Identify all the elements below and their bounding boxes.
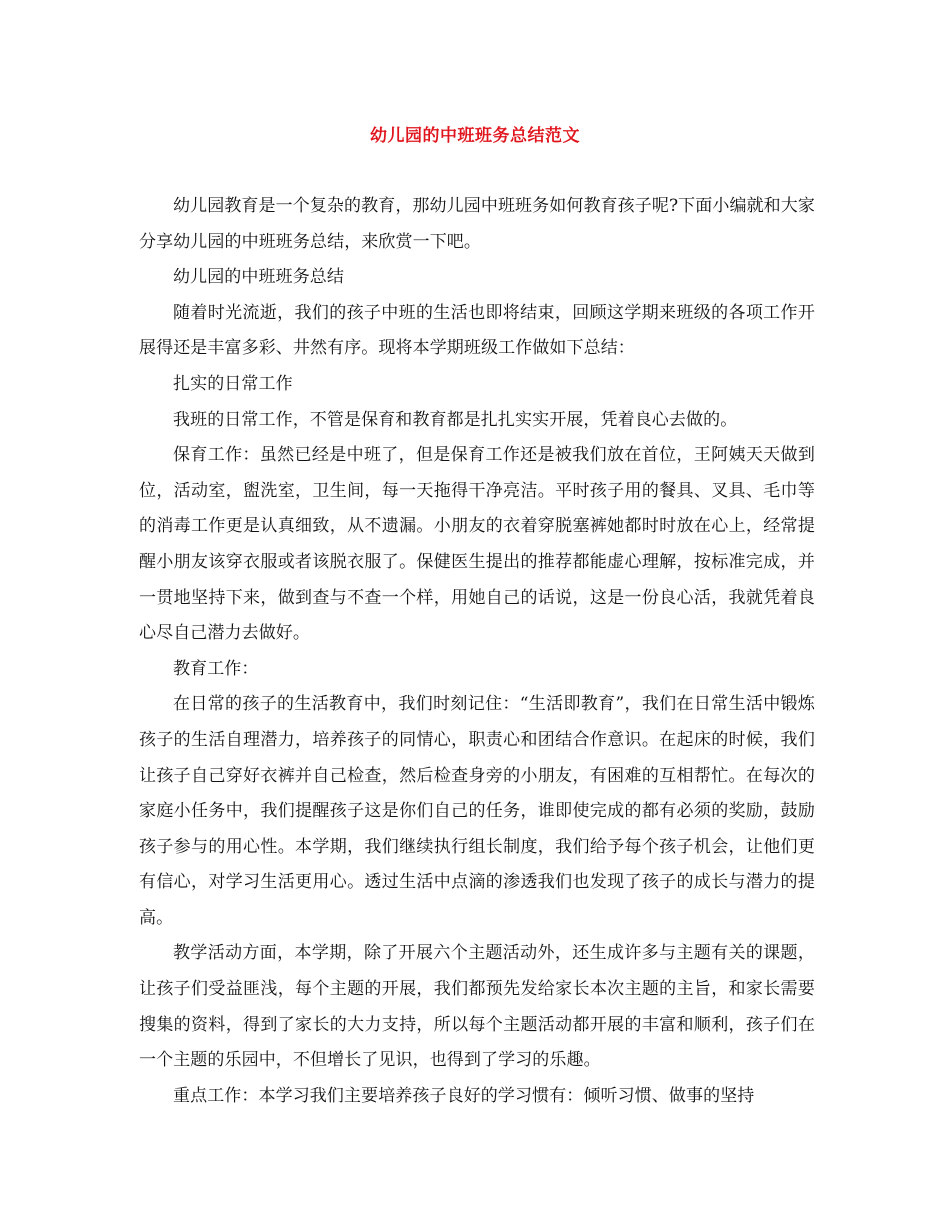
paragraph-heading-daily-work: 扎实的日常工作 [173, 373, 293, 394]
paragraph-teaching-activities: 教学活动方面，本学期，除了开展六个主题活动外，还生成许多与主题有关的课题，让孩子们受益匪浅，每个主题的开展，我们都预先发给家长本次主题的主旨，和家长需要搜集的资料，得到了家长的大力支持，所以每个主题活动都开展的丰富和顺利，孩子们在一个主题的乐园中，不但增长了见识，也得到了学习的乐趣。 [139, 943, 815, 1071]
document-body [139, 189, 815, 1114]
paragraph-overview: 随着时光流逝，我们的孩子中班的生活也即将结束，回顾这学期来班级的各项工作开展得还是丰富多彩、井然有序。现将本学期班级工作做如下总结： [139, 302, 815, 359]
paragraph-intro: 幼儿园教育是一个复杂的教育，那幼儿园中班班务如何教育孩子呢?下面小编就和大家分享幼儿园的中班班务总结，来欣赏一下吧。 [139, 196, 815, 252]
paragraph-daily-work: 我班的日常工作，不管是保育和教育都是扎扎实实开展，凭着良心去做的。 [173, 409, 738, 430]
paragraph-key-work: 重点工作：本学习我们主要培养孩子良好的学习惯有：倾听习惯、做事的坚持 [173, 1085, 755, 1106]
paragraph-heading-education: 教育工作： [173, 658, 259, 679]
document-title: 幼儿园的中班班务总结范文 [370, 126, 580, 146]
paragraph-life-education: 在日常的孩子的生活教育中，我们时刻记住：“生活即教育”，我们在日常生活中锻炼孩子的生活自理潜力，培养孩子的同情心，职责心和团结合作意识。在起床的时候，我们让孩子自己穿好衣裤并自己检查，然后检查身旁的小朋友，有困难的互相帮忙。在每次的家庭小任务中，我们提醒孩子这是你们自己的任务，谁即使完成的都有必须的奖励，鼓励孩子参与的用心性。本学期，我们继续执行组长制度，我们给予每个孩子机会，让他们更有信心，对学习生活更用心。透过生活中点滴的渗透我们也发现了孩子的成长与潜力的提高。 [139, 694, 815, 928]
paragraph-care-work: 保育工作：虽然已经是中班了，但是保育工作还是被我们放在首位，王阿姨天天做到位，活动室，盥洗室，卫生间，每一天拖得干净亮洁。平时孩子用的餐具、叉具、毛巾等的消毒工作更是认真细致，从不遗漏。小朋友的衣着穿脱塞裤她都时时放在心上，经常提醒小朋友该穿衣服或者该脱衣服了。保健医生提出的推荐都能虚心理解，按标准完成，并一贯地坚持下来，做到查与不查一个样，用她自己的话说，这是一份良心活，我就凭着良心尽自己潜力去做好。 [139, 445, 815, 644]
paragraph-heading-summary: 幼儿园的中班班务总结 [173, 267, 344, 288]
